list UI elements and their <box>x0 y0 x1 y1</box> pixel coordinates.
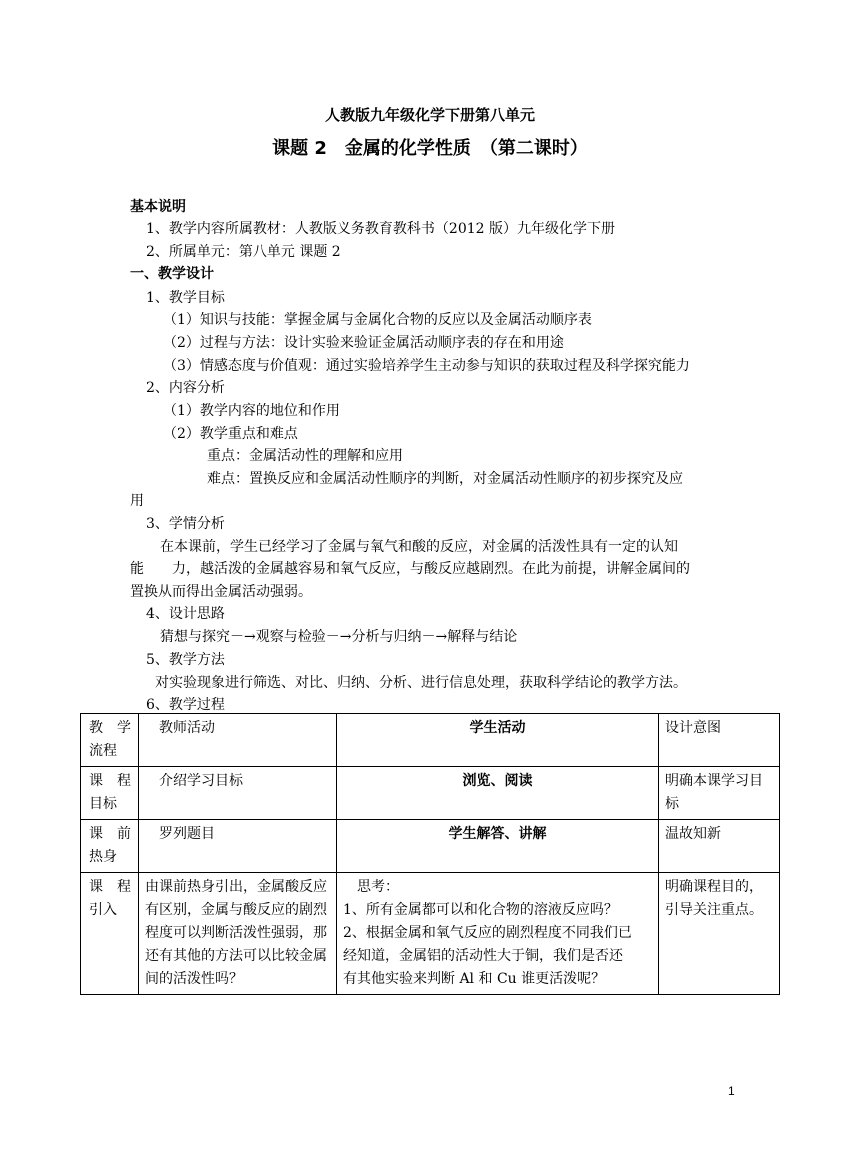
difficulty-continued: 用 <box>130 493 144 509</box>
table-row <box>81 873 780 995</box>
subsection-heading: 4、设计思路 <box>146 606 225 622</box>
student-line: 有其他实验来判断 Al 和 Cu 谁更活泼呢？ <box>343 971 606 987</box>
teacher-cell: 罗列题目 <box>139 820 337 873</box>
header-teacher: 教师活动 <box>139 714 337 767</box>
section-heading: 一、教学设计 <box>130 266 214 282</box>
subsection-heading: 6、教学过程 <box>146 697 225 713</box>
student-line: 经知道，金属铝的活动性大于铜，我们是否还 <box>343 948 623 964</box>
content-item: （2）教学重点和难点 <box>163 426 298 442</box>
learning-analysis-line: 能 力，越活泼的金属越容易和氧气反应，与酸反应越剧烈。在此为前提，讲解金属间的 <box>130 561 690 577</box>
header-intent: 设计意图 <box>659 714 780 767</box>
subsection-heading: 3、学情分析 <box>146 516 225 532</box>
goal-item: （2）过程与方法：设计实验来验证金属活动顺序表的存在和用途 <box>163 335 564 351</box>
student-cell <box>337 873 659 995</box>
basic-info-item: 1、教学内容所属教材：人教版义务教育教科书（2012 版）九年级化学下册 <box>146 221 615 237</box>
table-row <box>81 767 780 820</box>
teacher-cell: 由课前热身引出，金属酸反应有区别，金属与酸反应的剧烈程度可以判断活泼性强弱，那还有其他的方法可以比较金属间的活泼性吗？ <box>139 873 337 995</box>
teacher-cell: 介绍学习目标 <box>139 767 337 820</box>
subsection-heading: 2、内容分析 <box>146 380 225 396</box>
key-point: 重点：金属活动性的理解和应用 <box>207 448 403 464</box>
basic-info-item: 2、所属单元：第八单元 课题 2 <box>146 244 341 260</box>
goal-item: （1）知识与技能：掌握金属与金属化合物的反应以及金属活动顺序表 <box>163 312 592 328</box>
header-flow: 教 学流程 <box>81 714 139 767</box>
table-row <box>81 820 780 873</box>
goal-item: （3）情感态度与价值观：通过实验培养学生主动参与知识的获取过程及科学探究能力 <box>163 358 690 374</box>
table-header-row <box>81 714 780 767</box>
student-line: 思考： <box>343 879 399 895</box>
intent-cell: 温故知新 <box>659 820 780 873</box>
learning-analysis-line: 在本课前，学生已经学习了金属与氧气和酸的反应，对金属的活泼性具有一定的认知 <box>160 539 678 555</box>
document-subtitle: 人教版九年级化学下册第八单元 <box>324 106 535 124</box>
flow-cell: 课 前热身 <box>81 820 139 873</box>
intent-cell: 明确本课学习目标 <box>659 767 780 820</box>
learning-analysis-line: 置换从而得出金属活动强弱。 <box>130 584 312 600</box>
subsection-heading: 5、教学方法 <box>146 652 225 668</box>
student-cell: 学生解答、讲解 <box>337 820 659 873</box>
content-item: （1）教学内容的地位和作用 <box>163 403 340 419</box>
flow-cell: 课 程引入 <box>81 873 139 995</box>
page-number: 1 <box>728 1084 735 1098</box>
subsection-heading: 1、教学目标 <box>146 290 225 306</box>
teaching-method: 对实验现象进行筛选、对比、归纳、分析、进行信息处理，获取科学结论的教学方法。 <box>155 675 687 691</box>
basic-info-heading: 基本说明 <box>130 199 186 215</box>
flow-cell: 课 程目标 <box>81 767 139 820</box>
student-cell: 浏览、阅读 <box>337 767 659 820</box>
difficulty: 难点：置换反应和金属活动性顺序的判断，对金属活动性顺序的初步探究及应 <box>207 471 683 487</box>
document-title: 课题 2 金属的化学性质 （第二课时） <box>272 138 588 159</box>
design-idea: 猜想与探究－→观察与检验－→分析与归纳－→解释与结论 <box>160 629 518 645</box>
teaching-process-table <box>80 713 780 995</box>
intent-cell: 明确课程目的，引导关注重点。 <box>659 873 780 995</box>
student-line: 1、所有金属都可以和化合物的溶液反应吗？ <box>343 902 618 918</box>
student-line: 2、根据金属和氧气反应的剧烈程度不同我们已 <box>343 925 632 941</box>
header-student: 学生活动 <box>337 714 659 767</box>
